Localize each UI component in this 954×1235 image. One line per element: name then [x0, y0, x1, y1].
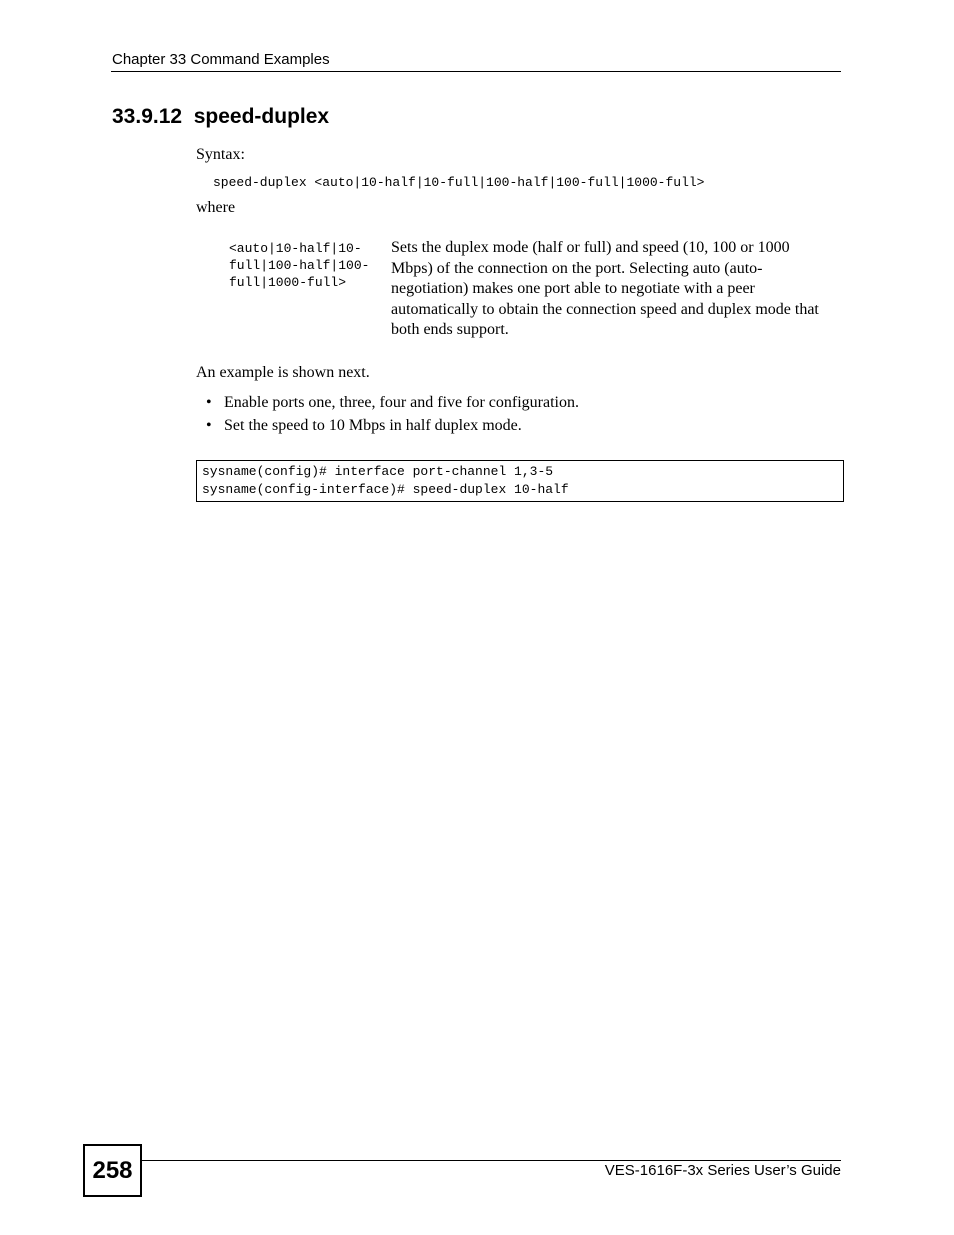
header-divider — [111, 71, 841, 72]
example-intro: An example is shown next. — [196, 364, 370, 381]
parameter-description: Sets the duplex mode (half or full) and speed (10, 100 or 1000 Mbps) of the connection on the port. Selecting auto (auto-negotiation) makes one port able to negotiate with a peer automatically to obtain the connection speed and duplex mode that both ends support. — [391, 239, 819, 338]
syntax-command: speed-duplex <auto|10-half|10-full|100-half|100-full|1000-full> — [213, 175, 705, 190]
footer-divider — [140, 1160, 841, 1161]
list-item — [206, 391, 579, 414]
section-title: 33.9.12 speed-duplex — [112, 105, 330, 128]
example-steps — [206, 391, 579, 437]
bullet-icon: • — [206, 393, 212, 411]
list-item-text: Set the speed to 10 Mbps in half duplex mode. — [224, 416, 522, 434]
code-line: sysname(config)# interface port-channel 1,3-5 — [202, 464, 554, 479]
parameter-name: <auto|10-half|10- full|100-half|100- full|1000-full> — [229, 241, 370, 290]
list-item — [206, 414, 579, 437]
code-line: sysname(config-interface)# speed-duplex 10-half — [202, 482, 569, 497]
page-number: 258 — [83, 1144, 142, 1197]
guide-title: VES-1616F-3x Series User’s Guide — [604, 1162, 841, 1179]
code-example-box — [196, 460, 844, 502]
bullet-icon: • — [206, 416, 212, 434]
syntax-label: Syntax: — [196, 146, 245, 163]
list-item-text: Enable ports one, three, four and five for configuration. — [224, 393, 579, 411]
chapter-title: Chapter 33 Command Examples — [112, 51, 330, 68]
where-label: where — [196, 199, 236, 216]
